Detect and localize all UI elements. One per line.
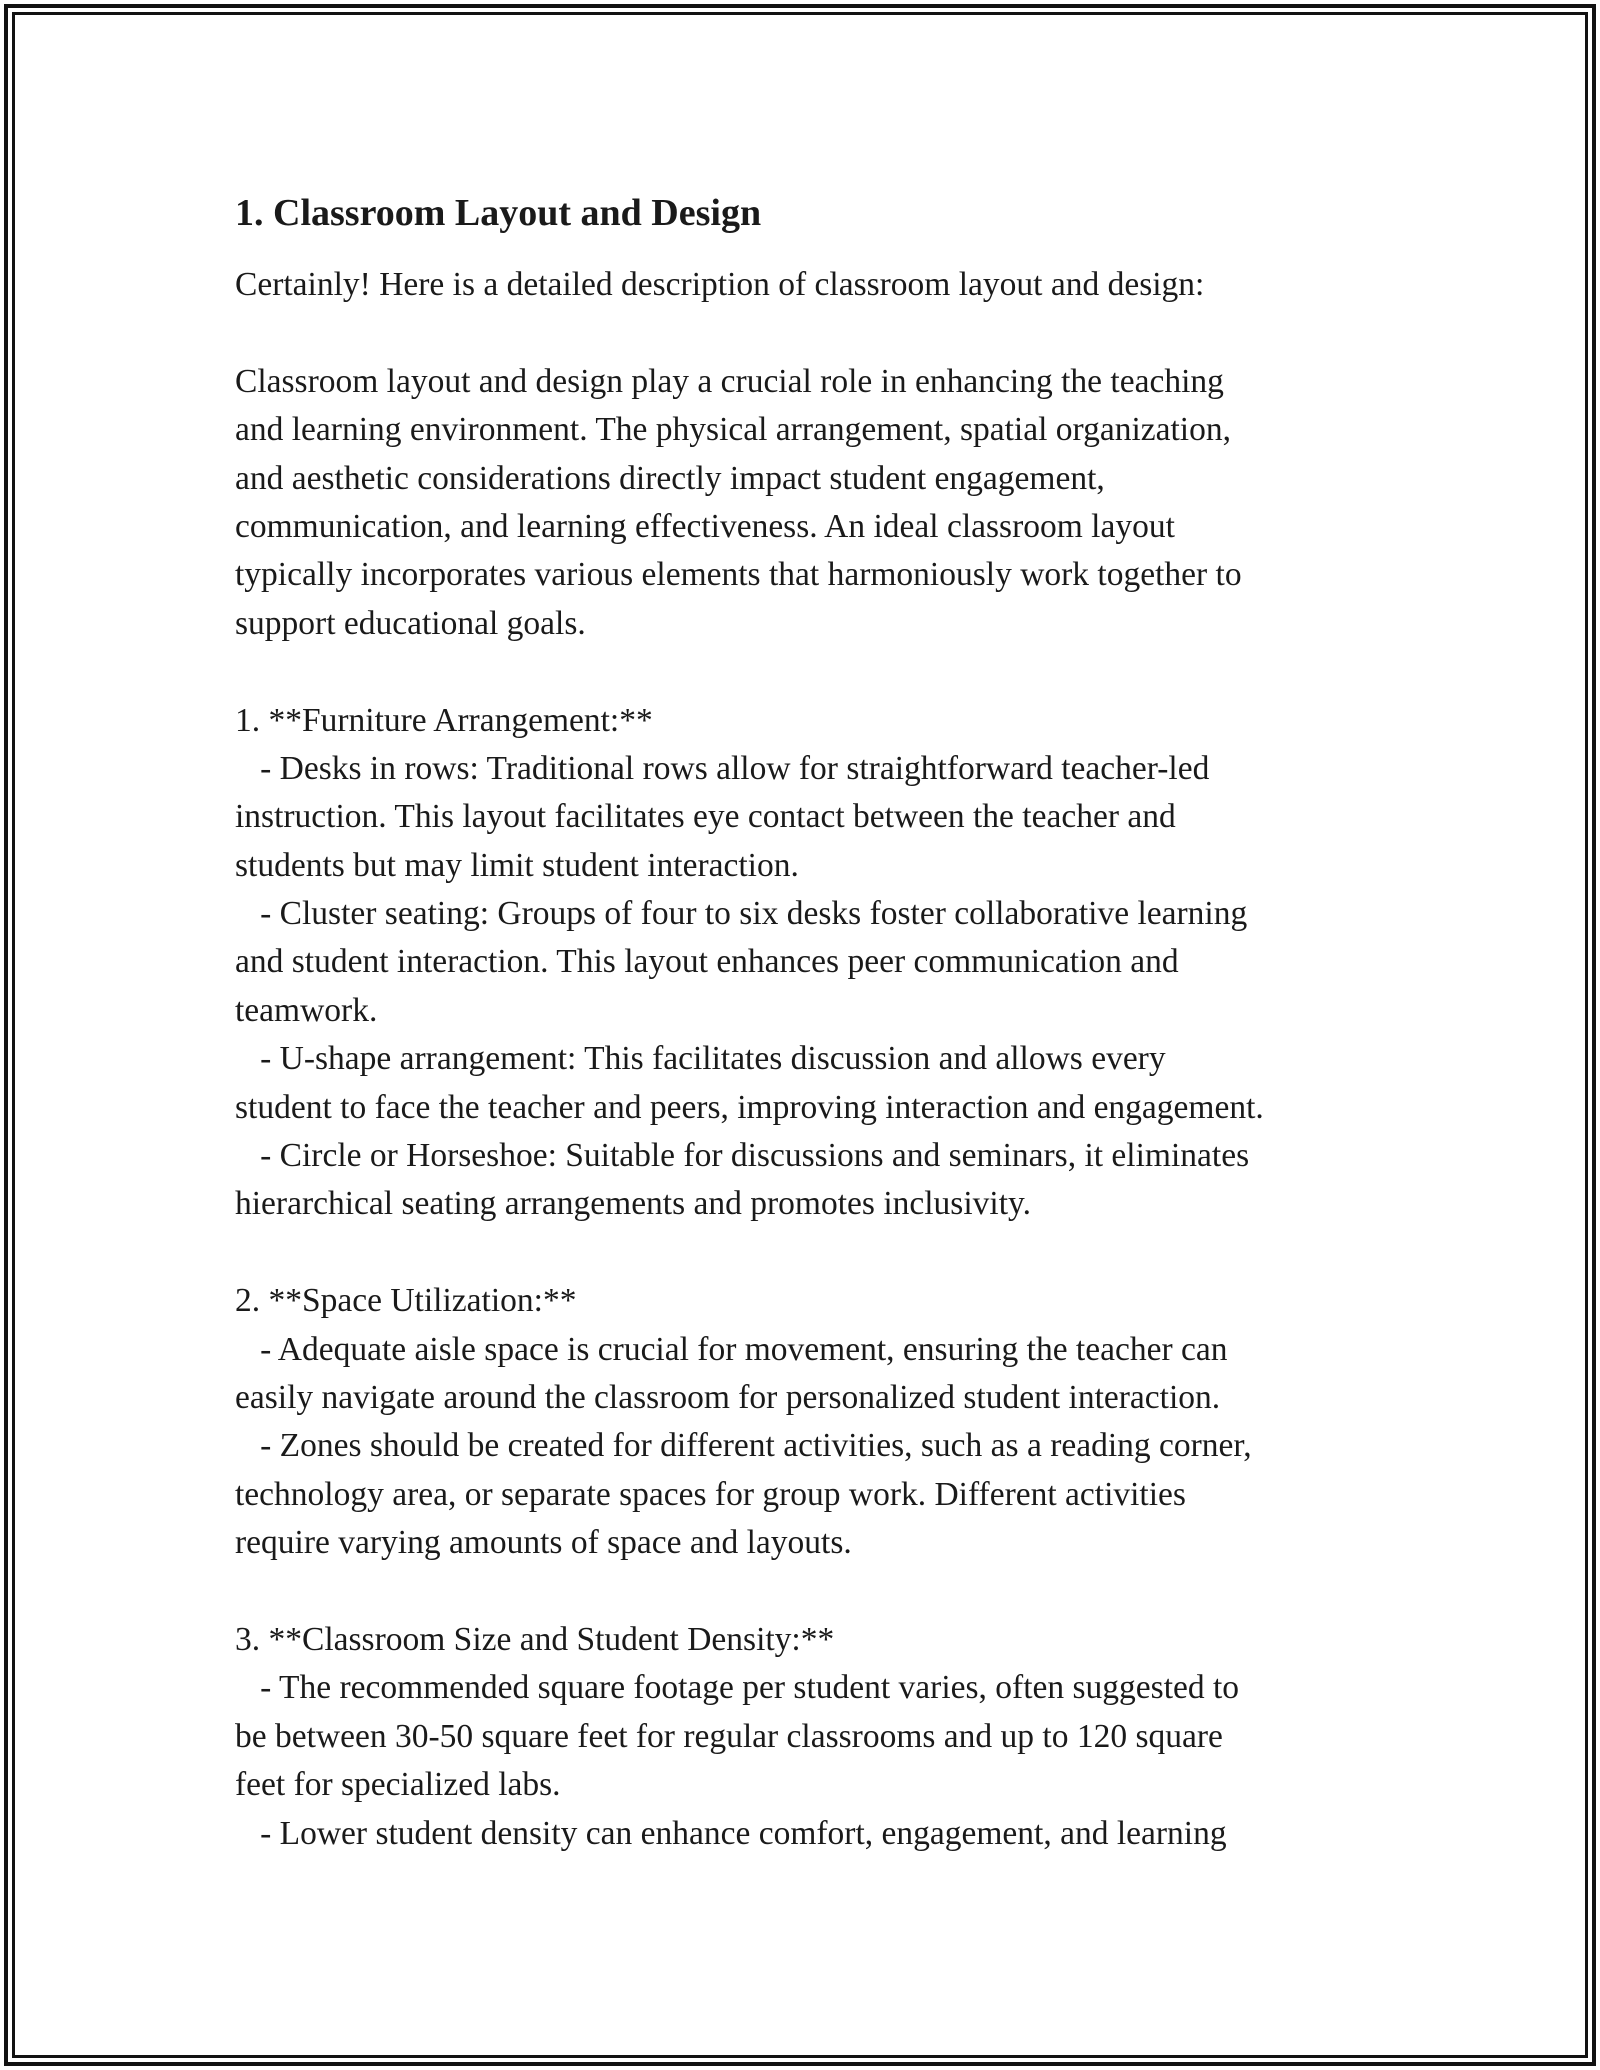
- section-heading: 3. **Classroom Size and Student Density:**: [235, 1620, 835, 1658]
- list-item-line: - Adequate aisle space is crucial for movement, ensuring the teacher can: [235, 1330, 1228, 1368]
- list-item-line: - Circle or Horseshoe: Suitable for discussions and seminars, it eliminates: [235, 1137, 1250, 1175]
- text-line: communication, and learning effectiveness. An ideal classroom layout: [235, 507, 1175, 545]
- text-line: student to face the teacher and peers, improving interaction and engagement.: [235, 1088, 1264, 1126]
- document-body: [235, 261, 1415, 1858]
- list-item-line: - The recommended square footage per student varies, often suggested to: [235, 1669, 1240, 1707]
- document-page: [235, 185, 1415, 1858]
- text-line: feet for specialized labs.: [235, 1766, 561, 1804]
- list-item-line: - Desks in rows: Traditional rows allow for straightforward teacher-led: [235, 749, 1210, 787]
- text-line: typically incorporates various elements that harmoniously work together to: [235, 556, 1242, 594]
- text-line: Classroom layout and design play a crucial role in enhancing the teaching: [235, 362, 1224, 400]
- blank-line: [235, 309, 1415, 357]
- list-item-line: - Zones should be created for different activities, such as a reading corner,: [235, 1427, 1252, 1465]
- section-heading: 1. **Furniture Arrangement:**: [235, 701, 653, 739]
- list-item-line: - Lower student density can enhance comfort, engagement, and learning: [235, 1814, 1227, 1852]
- section-heading: 2. **Space Utilization:**: [235, 1282, 577, 1320]
- list-item-line: - U-shape arrangement: This facilitates discussion and allows every: [235, 1040, 1166, 1078]
- text-line: and learning environment. The physical arrangement, spatial organization,: [235, 411, 1231, 449]
- text-line: hierarchical seating arrangements and promotes inclusivity.: [235, 1185, 1031, 1223]
- list-item-line: - Cluster seating: Groups of four to six desks foster collaborative learning: [235, 895, 1248, 933]
- document-title: 1. Classroom Layout and Design: [235, 192, 762, 234]
- text-line: teamwork.: [235, 991, 378, 1029]
- text-line: and student interaction. This layout enhances peer communication and: [235, 943, 1179, 981]
- text-line: students but may limit student interaction.: [235, 846, 799, 884]
- text-line: Certainly! Here is a detailed description of classroom layout and design:: [235, 266, 1205, 303]
- text-line: instruction. This layout facilitates eye contact between the teacher and: [235, 798, 1176, 836]
- text-line: and aesthetic considerations directly impact student engagement,: [235, 459, 1105, 497]
- text-line: require varying amounts of space and layouts.: [235, 1524, 852, 1562]
- text-line: easily navigate around the classroom for personalized student interaction.: [235, 1378, 1221, 1416]
- blank-line: [235, 648, 1415, 696]
- text-line: be between 30-50 square feet for regular classrooms and up to 120 square: [235, 1717, 1223, 1755]
- blank-line: [235, 1568, 1415, 1616]
- blank-line: [235, 1229, 1415, 1277]
- text-line: support educational goals.: [235, 604, 586, 642]
- text-line: technology area, or separate spaces for group work. Different activities: [235, 1475, 1186, 1513]
